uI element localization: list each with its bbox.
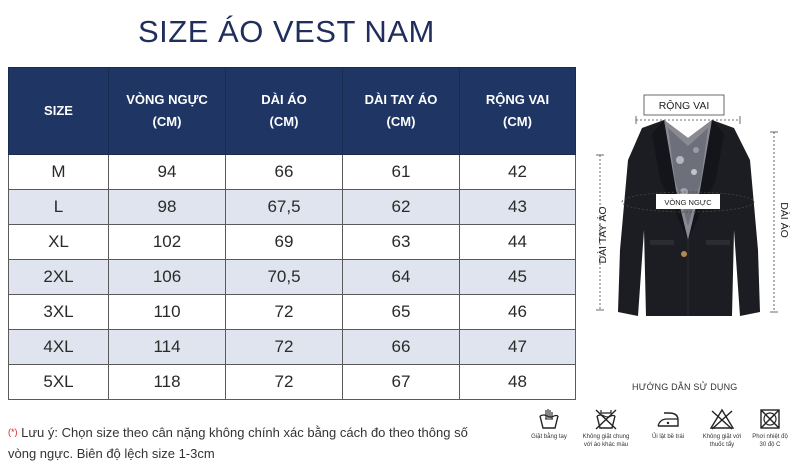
cell-size: L (9, 190, 109, 225)
cell-vong-nguc: 118 (109, 365, 226, 400)
care-item-wash-separately (575, 408, 637, 449)
no-bleach-icon (709, 408, 735, 430)
header-unit: (CM) (386, 114, 416, 129)
table-row (9, 225, 576, 260)
cell-dai-ao: 66 (226, 155, 343, 190)
cell-vong-nguc: 102 (109, 225, 226, 260)
vest-measurement-diagram (580, 80, 795, 340)
note-asterisk: (*) (8, 427, 18, 437)
cell-vong-nguc: 106 (109, 260, 226, 295)
care-item-no-tumble-dry (740, 408, 800, 449)
no-tumble-dry-icon (758, 408, 782, 430)
cell-dai-tay-ao: 65 (343, 295, 460, 330)
header-size (9, 68, 109, 155)
size-table (8, 67, 576, 400)
cell-dai-tay-ao: 67 (343, 365, 460, 400)
care-caption: Phơi nhiệt độ 30 độ C (752, 434, 788, 448)
care-caption: Không giặt chung với áo khác màu (582, 434, 630, 448)
header-rong-vai (460, 68, 576, 155)
cell-rong-vai: 42 (460, 155, 576, 190)
cell-rong-vai: 45 (460, 260, 576, 295)
cell-dai-ao: 69 (226, 225, 343, 260)
table-row (9, 190, 576, 225)
cell-dai-ao: 70,5 (226, 260, 343, 295)
dai-ao-label: DÀI ÁO (778, 202, 790, 238)
cell-vong-nguc: 110 (109, 295, 226, 330)
hand-wash-icon (537, 408, 561, 430)
vest-illustration (618, 120, 760, 316)
cell-dai-tay-ao: 62 (343, 190, 460, 225)
header-label: SIZE (44, 103, 73, 118)
vong-nguc-label: VÒNG NGỰC (664, 198, 712, 207)
header-dai-ao (226, 68, 343, 155)
cell-rong-vai: 47 (460, 330, 576, 365)
wash-separately-icon (593, 408, 619, 430)
cell-vong-nguc: 98 (109, 190, 226, 225)
cell-dai-ao: 72 (226, 330, 343, 365)
size-note (8, 422, 478, 464)
header-dai-tay-ao (343, 68, 460, 155)
care-caption: Ủi lật bề trái (651, 434, 684, 440)
header-unit: (CM) (269, 114, 299, 129)
cell-rong-vai: 43 (460, 190, 576, 225)
cell-rong-vai: 44 (460, 225, 576, 260)
cell-dai-tay-ao: 63 (343, 225, 460, 260)
cell-dai-tay-ao: 64 (343, 260, 460, 295)
iron-icon (655, 408, 681, 430)
care-guide-title: HƯỚNG DẪN SỬ DỤNG (632, 382, 738, 392)
care-caption: Không giặt với thuốc tẩy (702, 434, 742, 448)
header-vong-nguc (109, 68, 226, 155)
table-row (9, 260, 576, 295)
table-header-row (9, 68, 576, 155)
table-row (9, 330, 576, 365)
header-unit: (CM) (503, 114, 532, 129)
note-text: Lưu ý: Chọn size theo cân nặng không chính xác bằng cách đo theo thông số vòng ngực. Biên độ lệch size 1-3cm (8, 425, 468, 461)
table-row (9, 155, 576, 190)
header-unit: (CM) (152, 114, 182, 129)
cell-size: 3XL (9, 295, 109, 330)
table-row (9, 365, 576, 400)
dai-tay-ao-label: DÀI TAY ÁO (597, 206, 609, 264)
cell-dai-ao: 72 (226, 295, 343, 330)
cell-dai-tay-ao: 61 (343, 155, 460, 190)
cell-vong-nguc: 94 (109, 155, 226, 190)
care-caption: Giặt bằng tay (531, 434, 567, 440)
cell-size: 4XL (9, 330, 109, 365)
header-label: DÀI ÁO (261, 92, 307, 107)
header-label: DÀI TAY ÁO (364, 92, 438, 107)
cell-size: XL (9, 225, 109, 260)
cell-dai-ao: 72 (226, 365, 343, 400)
cell-size: 2XL (9, 260, 109, 295)
cell-dai-tay-ao: 66 (343, 330, 460, 365)
cell-size: M (9, 155, 109, 190)
cell-rong-vai: 48 (460, 365, 576, 400)
header-label: VÒNG NGỰC (126, 92, 208, 107)
table-row (9, 295, 576, 330)
cell-vong-nguc: 114 (109, 330, 226, 365)
care-item-hand-wash (518, 408, 580, 441)
cell-size: 5XL (9, 365, 109, 400)
page-title: SIZE ÁO VEST NAM (138, 14, 435, 49)
header-label: RỘNG VAI (485, 92, 550, 107)
cell-rong-vai: 46 (460, 295, 576, 330)
care-item-iron (637, 408, 699, 441)
cell-dai-ao: 67,5 (226, 190, 343, 225)
rong-vai-label: RỘNG VAI (658, 100, 710, 112)
